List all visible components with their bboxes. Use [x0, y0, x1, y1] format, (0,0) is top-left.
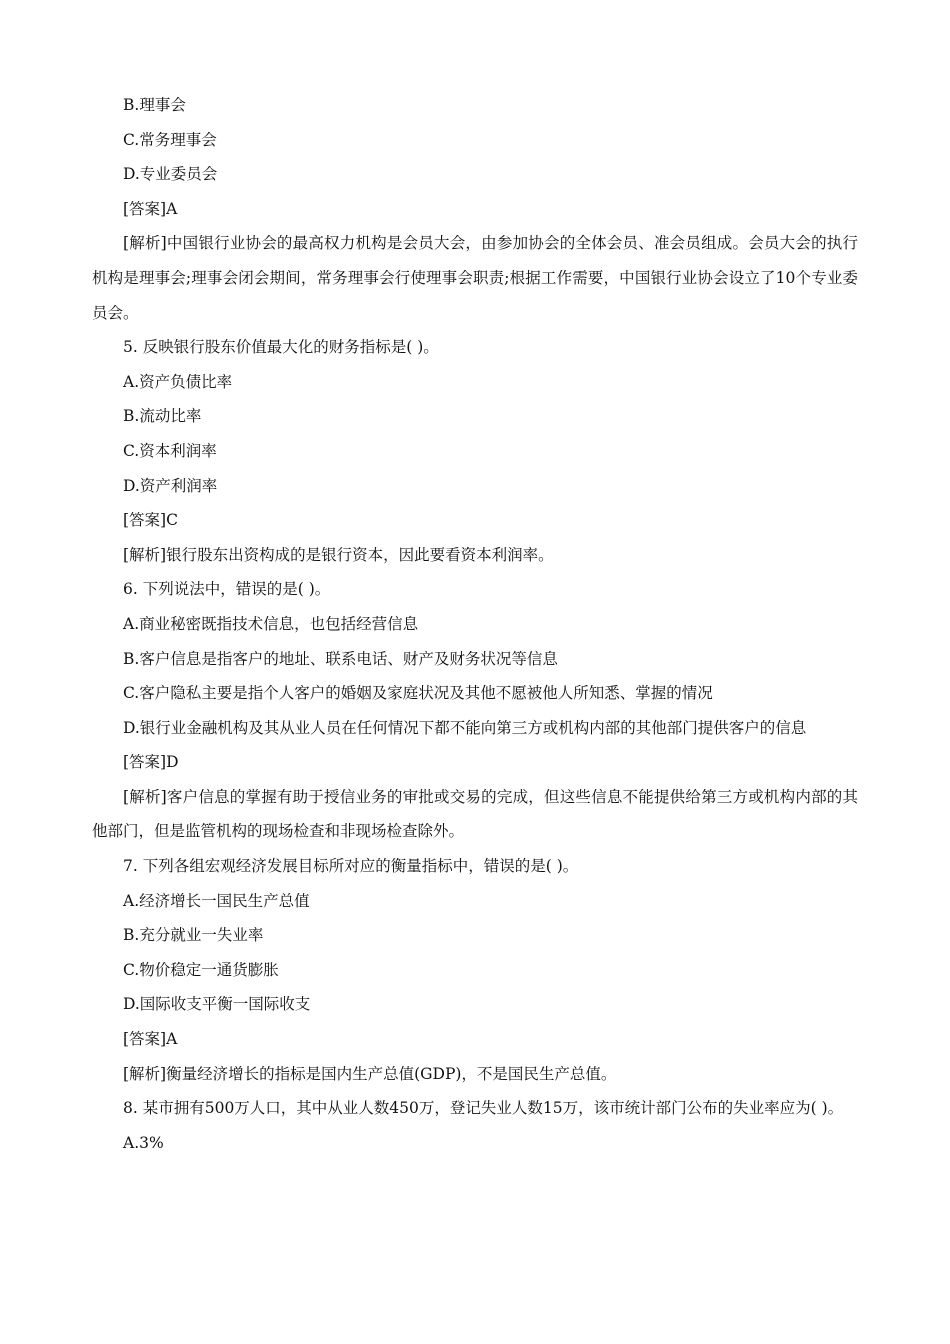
option-d-special-committee: D.专业委员会 [123, 165, 218, 184]
answer-q4: [答案]A [123, 199, 178, 218]
document-body [92, 88, 858, 1160]
q8-option-a: A.3% [123, 1133, 164, 1152]
q5-option-b: B.流动比率 [123, 407, 202, 426]
q5-option-d: D.资产利润率 [123, 476, 218, 495]
q6-option-d: D.银行业金融机构及其从业人员在任何情况下都不能向第三方或机构内部的其他部门提供客户的信息 [123, 718, 807, 737]
question-6: 6. 下列说法中，错误的是( )。 [123, 580, 331, 599]
answer-q7: [答案]A [123, 1030, 178, 1049]
explanation-q5: [解析]银行股东出资构成的是银行资本，因此要看资本利润率。 [123, 545, 554, 564]
option-b-council: B.理事会 [123, 96, 186, 114]
option-c-standing-council: C.常务理事会 [123, 130, 217, 149]
q6-option-c: C.客户隐私主要是指个人客户的婚姻及家庭状况及其他不愿被他人所知悉、掌握的情况 [123, 684, 713, 703]
q5-option-c: C.资本利润率 [123, 441, 217, 460]
q7-option-b: B.充分就业一失业率 [123, 926, 264, 945]
explanation-q4: [解析]中国银行业协会的最高权力机构是会员大会，由参加协会的全体会员、准会员组成。会员大会的执行机构是理事会;理事会闭会期间，常务理事会行使理事会职责;根据工作需要，中国银行业协会设立了10个专业委员会。 [92, 234, 858, 322]
q7-option-d: D.国际收支平衡一国际收支 [123, 995, 311, 1014]
question-5: 5. 反映银行股东价值最大化的财务指标是( )。 [123, 338, 439, 357]
question-8: 8. 某市拥有500万人口，其中从业人数450万，登记失业人数15万，该市统计部门公布的失业率应为( )。 [123, 1099, 844, 1118]
answer-q5: [答案]C [123, 511, 178, 530]
explanation-q7: [解析]衡量经济增长的指标是国内生产总值(GDP)，不是国民生产总值。 [123, 1064, 617, 1083]
q6-option-a: A.商业秘密既指技术信息，也包括经营信息 [123, 614, 419, 633]
question-7: 7. 下列各组宏观经济发展目标所对应的衡量指标中，错误的是( )。 [123, 857, 579, 876]
q7-option-a: A.经济增长一国民生产总值 [123, 891, 310, 910]
q6-option-b: B.客户信息是指客户的地址、联系电话、财产及财务状况等信息 [123, 649, 558, 668]
answer-q6: [答案]D [123, 753, 179, 772]
explanation-q6: [解析]客户信息的掌握有助于授信业务的审批或交易的完成，但这些信息不能提供给第三方或机构内部的其他部门，但是监管机构的现场检查和非现场检查除外。 [92, 787, 858, 841]
q7-option-c: C.物价稳定一通货膨胀 [123, 960, 279, 979]
q5-option-a: A.资产负债比率 [123, 372, 233, 391]
